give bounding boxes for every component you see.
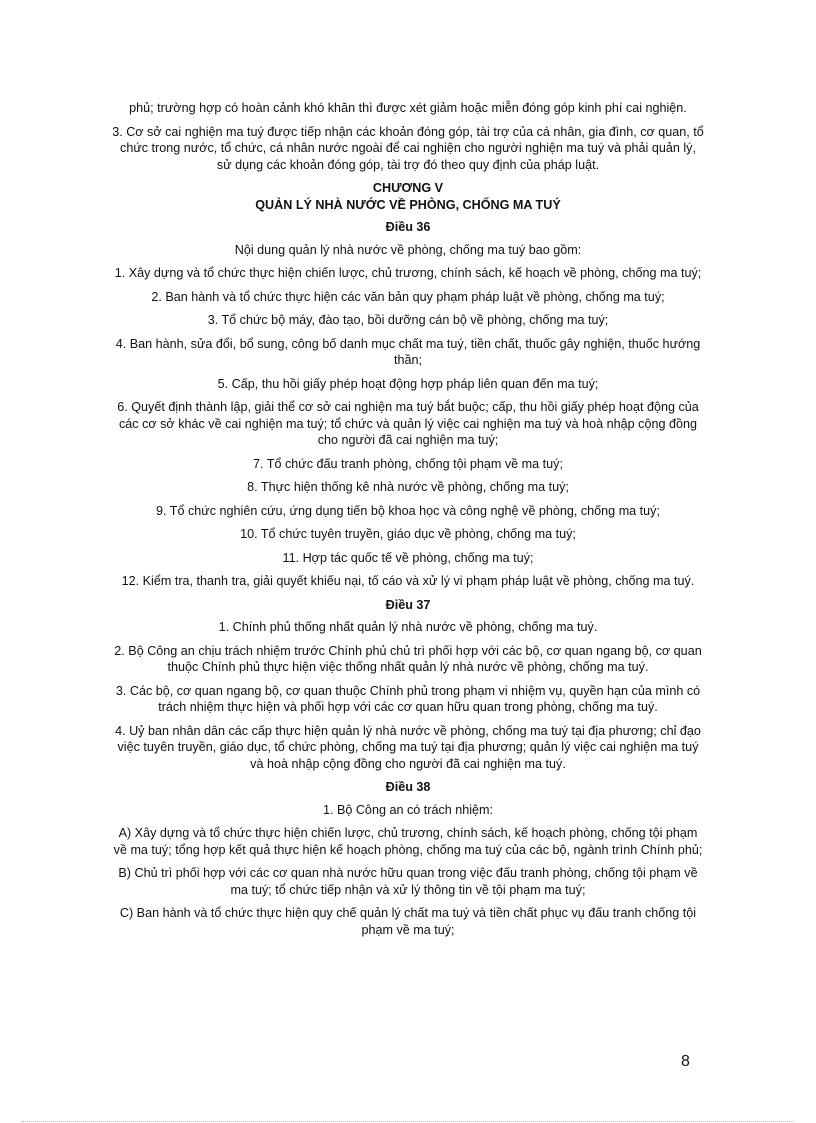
list-item: B) Chủ trì phối hợp với các cơ quan nhà nước hữu quan trong việc đấu tranh phòng, chống tội phạm về ma tuý; tổ chức tiếp nhận và xử lý thông tin về tội phạm ma tuý; [118, 866, 698, 897]
paragraph: phủ; trường hợp có hoàn cảnh khó khăn thì được xét giảm hoặc miễn đóng góp kinh phí cai nghiện. [129, 101, 687, 115]
list-item: 4. Uỷ ban nhân dân các cấp thực hiện quản lý nhà nước về phòng, chống ma tuý tại địa phương; chỉ đạo việc tuyên truyền, giáo dục, tổ chức phòng, chống ma tuý tại địa phương; quản lý việc cai nghiện ma tuý và hoà nhập cộng đồng cho người đã cai nghiện ma tuý. [115, 723, 701, 771]
document-body [112, 100, 704, 938]
list-item: 3. Các bộ, cơ quan ngang bộ, cơ quan thuộc Chính phủ trong phạm vi nhiệm vụ, quyền hạn của mình có trách nhiệm thực hiện và phối hợp với các cơ quan hữu quan trong phòng, chống ma tuý. [115, 683, 701, 714]
list-item: 6. Quyết định thành lập, giải thể cơ sở cai nghiện ma tuý bắt buộc; cấp, thu hồi giấy phép hoạt động của các cơ sở khác về cai nghiện ma tuý; tổ chức và quản lý việc cai nghiện ma tuý và hoà nhập cộng đồng cho người đã cai nghiện ma tuý; [117, 400, 699, 447]
list-item: A) Xây dựng và tổ chức thực hiện chiến lược, chủ trương, chính sách, kế hoạch phòng, chống tội phạm về ma tuý; tổng hợp kết quả thực hiện kế hoạch phòng, chống ma tuý của các bộ, ngành trình Chính phủ; [113, 826, 703, 857]
list-item: 3. Tổ chức bộ máy, đào tạo, bồi dưỡng cán bộ về phòng, chống ma tuý; [207, 313, 609, 327]
article-heading: Điều 38 [385, 780, 431, 794]
chapter-number: CHƯƠNG V [372, 181, 444, 195]
list-item: 5. Cấp, thu hồi giấy phép hoạt động hợp pháp liên quan đến ma tuý; [217, 376, 599, 391]
list-item: 12. Kiểm tra, thanh tra, giải quyết khiếu nại, tố cáo và xử lý vi phạm pháp luật về phòng, chống ma tuý. [121, 574, 695, 588]
paragraph: 3. Cơ sở cai nghiện ma tuý được tiếp nhận các khoản đóng góp, tài trợ của cá nhân, gia đình, cơ quan, tổ chức trong nước, tổ chức, cá nhân nước ngoài để cai nghiện cho người nghiện ma tuý và phải quản lý, sử dụng các khoản đóng góp, tài trợ đó theo quy định của pháp luật. [112, 124, 704, 172]
list-item: 2. Ban hành và tổ chức thực hiện các văn bản quy phạm pháp luật về phòng, chống ma tuý; [151, 289, 665, 304]
list-item: 2. Bộ Công an chịu trách nhiệm trước Chính phủ chủ trì phối hợp với các bộ, cơ quan ngang bộ, cơ quan thuộc Chính phủ thực hiện việc thống nhất quản lý nhà nước về phòng, chống ma tuý. [114, 643, 702, 674]
chapter-title: QUẢN LÝ NHÀ NƯỚC VỀ PHÒNG, CHỐNG MA TUÝ [255, 197, 561, 212]
list-item: C) Ban hành và tổ chức thực hiện quy chế quản lý chất ma tuý và tiền chất phục vụ đấu tranh chống tội phạm về ma tuý; [119, 906, 697, 937]
list-item: 4. Ban hành, sửa đổi, bổ sung, công bố danh mục chất ma tuý, tiền chất, thuốc gây nghiện, thuốc hướng thần; [115, 336, 701, 367]
list-item: 11. Hợp tác quốc tế về phòng, chống ma tuý; [282, 550, 534, 565]
list-item: 1. Chính phủ thống nhất quản lý nhà nước về phòng, chống ma tuý. [218, 620, 598, 634]
list-item: 1. Xây dựng và tổ chức thực hiện chiến lược, chủ trương, chính sách, kế hoạch về phòng, chống ma tuý; [114, 266, 702, 280]
article-intro: Nội dung quản lý nhà nước về phòng, chống ma tuý bao gồm: [234, 242, 582, 257]
article-intro: 1. Bộ Công an có trách nhiệm: [322, 802, 494, 817]
list-item: 10. Tổ chức tuyên truyền, giáo dục về phòng, chống ma tuý; [240, 527, 576, 541]
article-heading: Điều 36 [385, 220, 431, 234]
page-number: 8 [681, 1053, 690, 1070]
article-heading: Điều 37 [385, 597, 431, 612]
list-item: 7. Tổ chức đấu tranh phòng, chống tội phạm về ma tuý; [253, 456, 563, 471]
page-bottom-border [22, 1121, 794, 1122]
list-item: 9. Tổ chức nghiên cứu, ứng dụng tiến bộ khoa học và công nghệ về phòng, chống ma tuý; [156, 503, 660, 518]
list-item: 8. Thực hiện thống kê nhà nước về phòng, chống ma tuý; [247, 480, 569, 494]
